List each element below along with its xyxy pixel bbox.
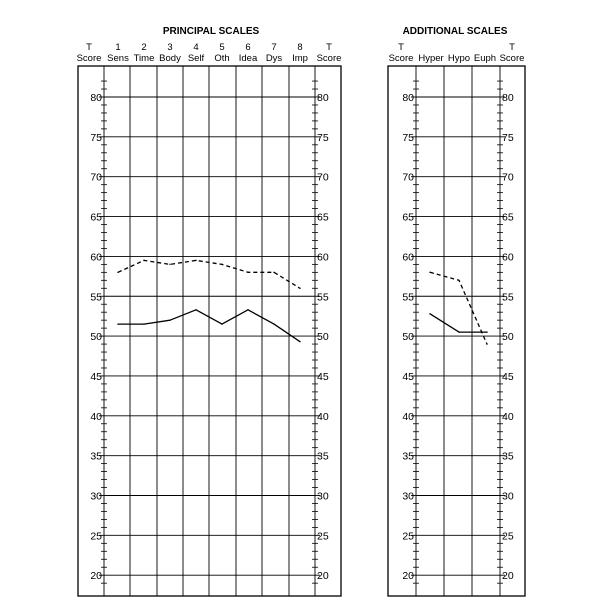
additional-right-tick-label-60: 60 — [502, 251, 514, 264]
principal-solid-point-7 — [273, 323, 274, 324]
principal-left-tick-label-80: 80 — [90, 92, 102, 104]
principal-right-tick-label-60: 60 — [317, 251, 329, 264]
principal-solid-point-3 — [169, 319, 170, 320]
additional-solid-point-1 — [429, 313, 430, 314]
additional-dashed-point-2 — [458, 280, 459, 281]
additional-right-tick-label-35: 35 — [502, 450, 514, 463]
additional-right-tick-label-40: 40 — [502, 410, 514, 423]
principal-right-tick-label-30: 30 — [317, 490, 329, 503]
additional-left-tick-label-55: 55 — [402, 291, 414, 304]
additional-dashed-profile-line — [430, 272, 487, 344]
principal-right-tick-label-50: 50 — [317, 331, 329, 344]
additional-right-tick-label-20: 20 — [502, 570, 514, 583]
additional-plot-area — [402, 66, 514, 596]
principal-left-tick-label-20: 20 — [90, 570, 102, 583]
principal-dashed-point-8 — [299, 288, 300, 289]
additional-solid-point-3 — [486, 331, 487, 332]
additional-right-tick-label-80: 80 — [502, 92, 514, 104]
principal-solid-point-6 — [247, 309, 248, 310]
additional-dashed-point-1 — [429, 272, 430, 273]
principal-scale-name-idea: Idea — [238, 53, 258, 64]
additional-right-tick-label-45: 45 — [502, 370, 514, 383]
principal-dashed-point-1 — [117, 272, 118, 273]
principal-left-tick-label-45: 45 — [90, 370, 102, 383]
principal-right-tick-label-40: 40 — [317, 410, 329, 423]
additional-left-tick-label-80: 80 — [402, 92, 414, 104]
principal-scale-name-imp: Imp — [292, 53, 308, 64]
principal-scale-name-sens: Sens — [107, 53, 129, 64]
principal-left-tick-label-60: 60 — [90, 251, 102, 264]
principal-scale-number-7: 7 — [271, 42, 277, 53]
additional-left-tick-label-75: 75 — [402, 131, 414, 144]
principal-scale-number-8: 8 — [297, 42, 303, 53]
principal-panel-frame — [78, 66, 341, 596]
principal-scale-number-6: 6 — [245, 42, 251, 53]
additional-right-tick-label-55: 55 — [502, 291, 514, 304]
principal-right-tick-label-20: 20 — [317, 570, 329, 583]
principal-right-tick-label-25: 25 — [317, 530, 329, 543]
additional-scale-name-hypo: Hypo — [447, 53, 471, 64]
additional-left-tick-label-70: 70 — [402, 171, 414, 184]
additional-right-t-label: T — [509, 42, 515, 53]
additional-left-tick-label-30: 30 — [402, 490, 414, 503]
principal-scale-name-oth: Oth — [214, 53, 230, 64]
additional-left-t-label: T — [398, 42, 404, 53]
additional-solid-profile-line — [430, 314, 487, 332]
principal-dashed-point-5 — [221, 264, 222, 265]
principal-scale-name-dys: Dys — [265, 53, 283, 64]
additional-dashed-point-3 — [486, 343, 487, 344]
principal-scale-name-body: Body — [159, 53, 181, 64]
principal-right-score-label: Score — [316, 53, 342, 64]
principal-left-tick-label-50: 50 — [90, 331, 102, 344]
additional-scale-name-euph: Euph — [473, 53, 497, 64]
additional-solid-point-2 — [458, 331, 459, 332]
principal-left-tick-label-70: 70 — [90, 171, 102, 184]
principal-right-tick-label-65: 65 — [317, 211, 329, 224]
additional-left-tick-label-20: 20 — [402, 570, 414, 583]
additional-left-tick-label-60: 60 — [402, 251, 414, 264]
principal-scale-number-1: 1 — [115, 42, 121, 53]
principal-right-tick-label-70: 70 — [317, 171, 329, 184]
principal-scale-number-2: 2 — [141, 42, 147, 53]
additional-right-score-label: Score — [499, 53, 525, 64]
principal-left-tick-label-40: 40 — [90, 410, 102, 423]
principal-left-score-label: Score — [76, 53, 102, 64]
principal-left-tick-label-75: 75 — [90, 131, 102, 144]
principal-scale-number-5: 5 — [219, 42, 225, 53]
principal-dashed-point-6 — [247, 272, 248, 273]
principal-dashed-point-3 — [169, 264, 170, 265]
principal-right-t-label: T — [326, 42, 332, 53]
additional-right-tick-label-25: 25 — [502, 530, 514, 543]
principal-scale-name-time: Time — [133, 53, 155, 64]
principal-left-t-label: T — [86, 42, 92, 53]
principal-dashed-point-4 — [195, 260, 196, 261]
additional-left-tick-label-50: 50 — [402, 331, 414, 344]
principal-left-tick-label-65: 65 — [90, 211, 102, 224]
principal-right-tick-label-80: 80 — [317, 92, 329, 104]
principal-solid-point-4 — [195, 309, 196, 310]
principal-right-tick-label-45: 45 — [317, 370, 329, 383]
principal-plot-area — [90, 66, 329, 596]
additional-right-tick-label-70: 70 — [502, 171, 514, 184]
additional-left-tick-label-65: 65 — [402, 211, 414, 224]
principal-dashed-point-2 — [143, 260, 144, 261]
additional-left-tick-label-25: 25 — [402, 530, 414, 543]
additional-left-tick-label-45: 45 — [402, 370, 414, 383]
principal-scale-number-3: 3 — [167, 42, 173, 53]
additional-left-tick-label-35: 35 — [402, 450, 414, 463]
principal-solid-point-8 — [299, 341, 300, 342]
principal-left-tick-label-30: 30 — [90, 490, 102, 503]
principal-solid-point-2 — [143, 323, 144, 324]
additional-right-tick-label-30: 30 — [502, 490, 514, 503]
principal-left-tick-label-55: 55 — [90, 291, 102, 304]
principal-scales-heading: PRINCIPAL SCALES — [162, 26, 260, 37]
principal-right-tick-label-35: 35 — [317, 450, 329, 463]
principal-right-tick-label-75: 75 — [317, 131, 329, 144]
additional-right-tick-label-75: 75 — [502, 131, 514, 144]
additional-left-tick-label-40: 40 — [402, 410, 414, 423]
principal-right-tick-label-55: 55 — [317, 291, 329, 304]
principal-dashed-point-7 — [273, 272, 274, 273]
additional-right-tick-label-65: 65 — [502, 211, 514, 224]
principal-solid-point-1 — [117, 323, 118, 324]
principal-solid-point-5 — [221, 323, 222, 324]
principal-left-tick-label-35: 35 — [90, 450, 102, 463]
additional-scale-name-hyper: Hyper — [418, 53, 444, 64]
additional-scales-heading: ADDITIONAL SCALES — [402, 26, 508, 37]
additional-right-tick-label-50: 50 — [502, 331, 514, 344]
principal-scale-number-4: 4 — [193, 42, 199, 53]
additional-left-score-label: Score — [388, 53, 414, 64]
principal-left-tick-label-25: 25 — [90, 530, 102, 543]
principal-scale-name-self: Self — [187, 53, 205, 64]
